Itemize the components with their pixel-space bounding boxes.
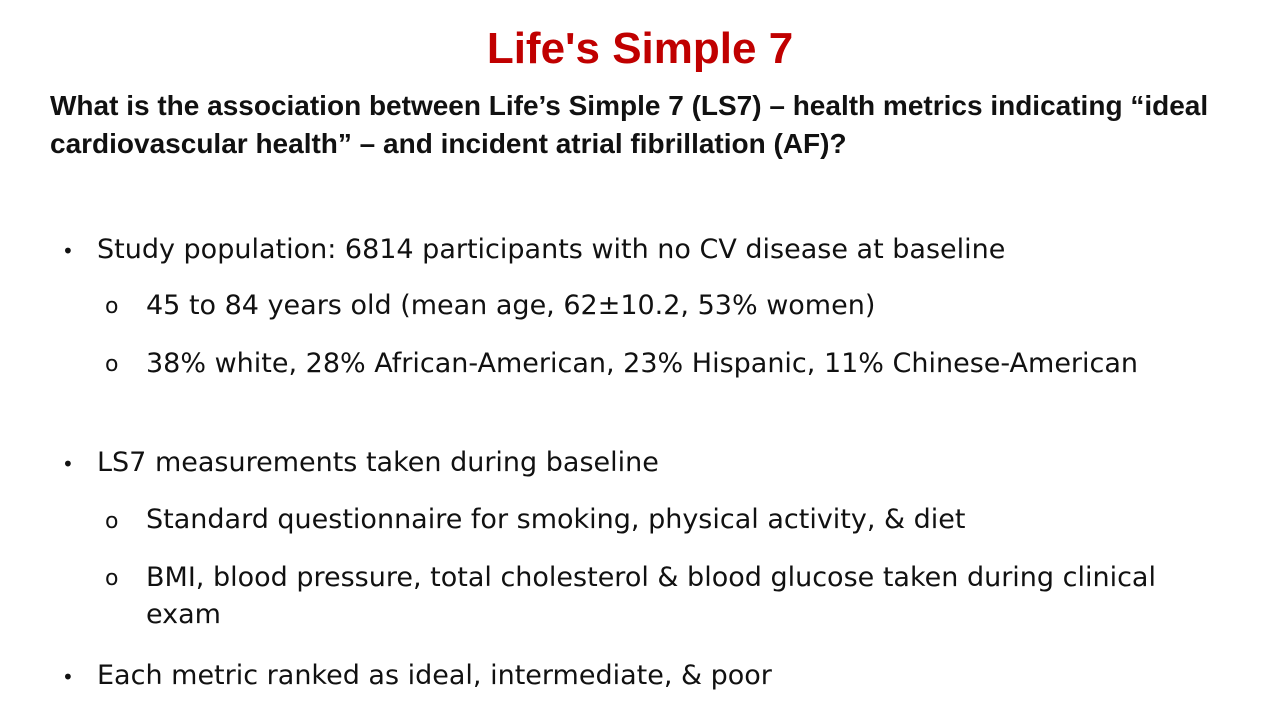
bullet-dot: • [62, 665, 74, 689]
sub-bullet-circle: o [105, 294, 119, 319]
bullet-dot: • [62, 239, 74, 263]
sub-bullet-circle: o [105, 509, 119, 534]
research-question: What is the association between Life’s Simple 7 (LS7) – health metrics indicating “ideal cardiovascular health” – and incident atrial fibrillation (AF)? [50, 90, 1209, 159]
sub-bullet-item: 38% white, 28% African-American, 23% Hispanic, 11% Chinese-American [146, 348, 1139, 379]
sub-bullet-circle: o [105, 566, 119, 591]
bullet-dot: • [62, 452, 74, 476]
slide-title: Life's Simple 7 [486, 24, 794, 73]
sub-bullet-item: Standard questionnaire for smoking, physical activity, & diet [146, 504, 966, 535]
bullet-item: Study population: 6814 participants with no CV disease at baseline [97, 234, 1006, 265]
sub-bullet-item: 45 to 84 years old (mean age, 62±10.2, 53% women) [146, 290, 876, 321]
sub-bullet-circle: o [105, 352, 119, 377]
bullet-item: LS7 measurements taken during baseline [97, 447, 659, 478]
sub-bullet-item: BMI, blood pressure, total cholesterol & blood glucose taken during clinical exam [146, 562, 1156, 630]
bullet-item: Each metric ranked as ideal, intermediate, & poor [97, 660, 772, 691]
